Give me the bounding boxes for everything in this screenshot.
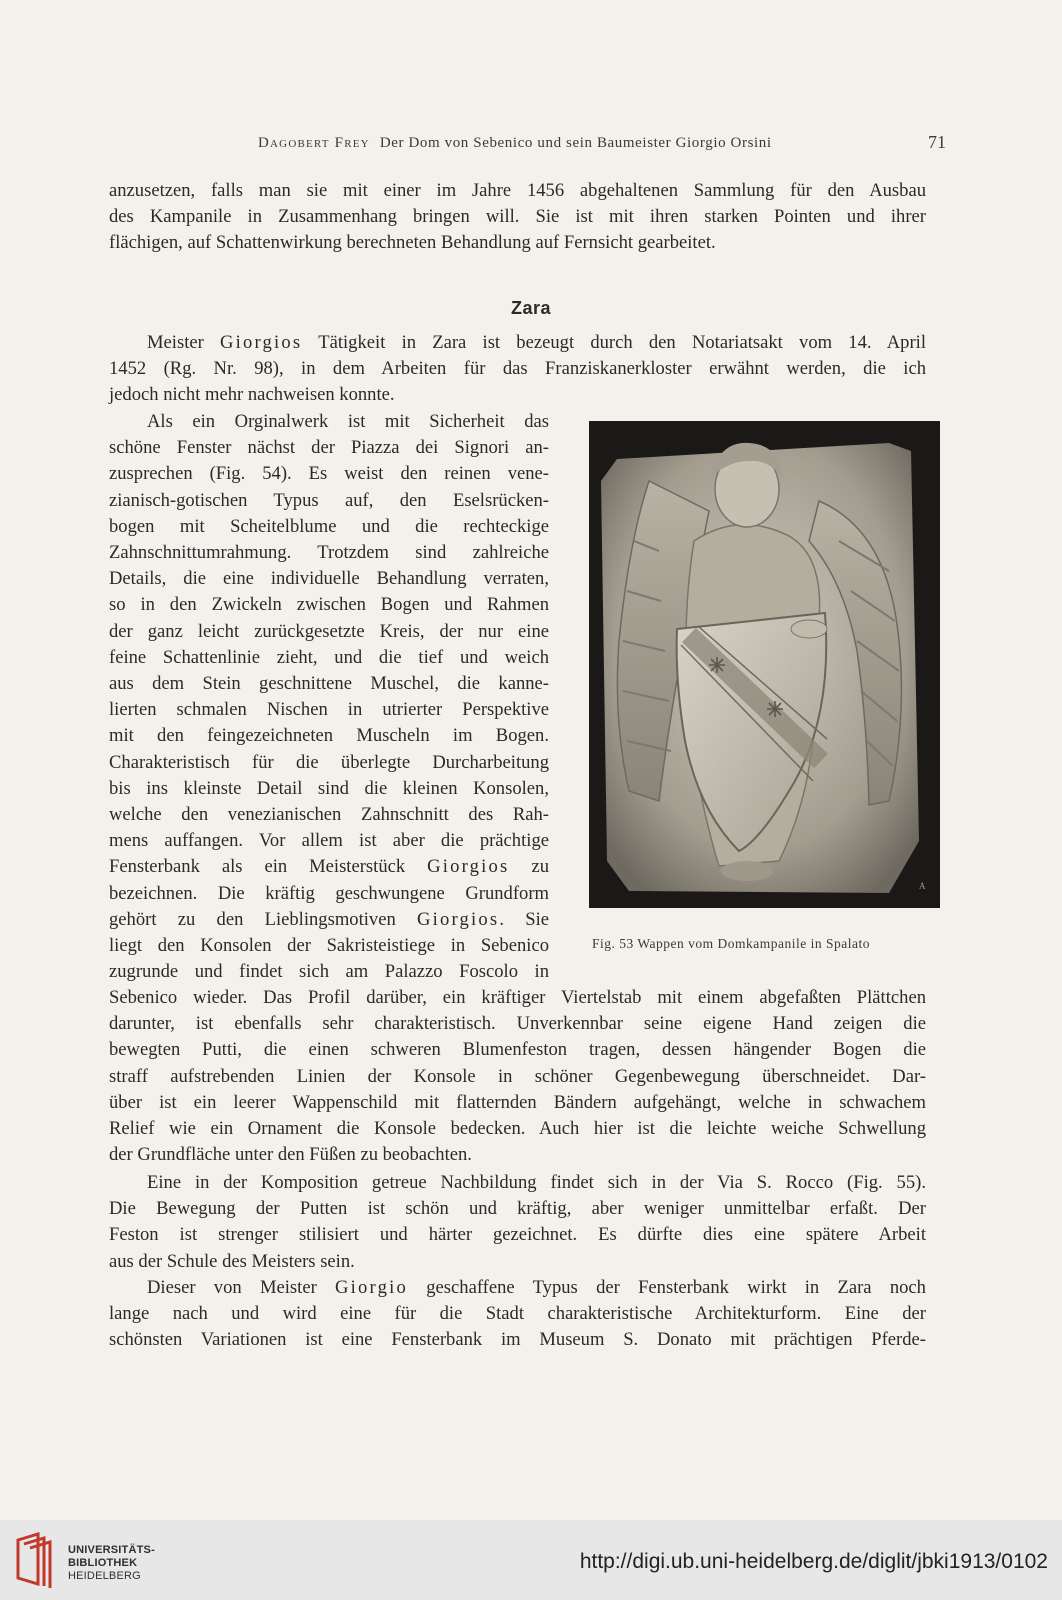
- footer-bar: [0, 1520, 1062, 1600]
- text-line: der ganz leicht zurückgesetzte Kreis, der nur eine: [109, 620, 549, 642]
- text-line: mit den feingezeichneten Muscheln im Bogen.: [109, 725, 549, 747]
- emphasis-name: Giorgios: [417, 908, 500, 930]
- running-head-author: Dagobert Frey: [258, 135, 370, 151]
- text-line: aus dem Stein geschnittene Muschel, die kanne-: [109, 673, 549, 695]
- source-url-link[interactable]: http://digi.ub.uni-heidelberg.de/diglit/jbki1913/0102: [579, 1550, 1048, 1573]
- text-line: Meister Giorgios Tätigkeit in Zara ist bezeugt durch den Notariatsakt vom 14. April: [147, 332, 926, 353]
- library-name: UNIVERSITÄTS- BIBLIOTHEK HEIDELBERG: [68, 1544, 155, 1582]
- text-line: Fensterbank als ein Meisterstück Giorgios zu: [109, 856, 549, 878]
- text-line: bis ins kleinste Detail sind die kleinen Konsolen,: [109, 777, 549, 799]
- text-line: welche den venezianischen Zahnschnitt des Rah-: [109, 804, 549, 826]
- text-line: des Kampanile in Zusammenhang bringen will. Sie ist mit ihren starken Pointen und ihrer: [109, 206, 926, 228]
- paragraph-2-narrow-column: [109, 409, 549, 985]
- paragraph-2-wide-column: [109, 985, 926, 1168]
- text-line: mens auffangen. Vor allem ist aber die prächtige: [109, 830, 549, 852]
- emphasis-name: Giorgio: [335, 1277, 408, 1298]
- text-line: Relief wie ein Ornament die Konsole bedecken. Auch hier ist die leichte weiche Schwellung: [109, 1118, 926, 1140]
- text-line: anzusetzen, falls man sie mit einer im Jahre 1456 abgehaltenen Sammlung für den Ausbau: [109, 180, 926, 201]
- text-line: feine Schattenlinie zieht, und die tief und weich: [109, 646, 549, 668]
- paragraph-1: [109, 330, 926, 409]
- text-line: schöne Fenster nächst der Piazza dei Signori an-: [109, 437, 549, 459]
- text-line: lierten schmalen Nischen in utrierter Perspektive: [109, 699, 549, 721]
- library-logo-icon: [14, 1532, 64, 1593]
- text-line: Sebenico wieder. Das Profil darüber, ein kräftiger Viertelstab mit einem abgefaßten Plättchen: [109, 987, 926, 1008]
- text-line: bezeichnen. Die kräftig geschwungene Grundform: [109, 882, 549, 904]
- text-line: lange nach und wird eine für die Stadt charakteristische Architekturform. Eine der: [109, 1303, 926, 1325]
- running-head: [258, 135, 958, 152]
- text-line: 1452 (Rg. Nr. 98), in dem Arbeiten für das Franziskanerkloster erwähnt werden, die ich: [109, 358, 926, 380]
- paragraph-4: [109, 1275, 926, 1354]
- angel-with-coat-of-arms-relief-icon: [589, 421, 940, 908]
- text-line: bewegten Putti, die einen schweren Blumenfeston tragen, dessen hängender Bogen die: [109, 1039, 926, 1061]
- text-line: zugrunde und findet sich am Palazzo Foscolo in: [109, 961, 549, 983]
- text-line: über ist ein leerer Wappenschild mit flatternden Bändern aufgehängt, welche in schwachem: [109, 1091, 926, 1113]
- text-line: liegt den Konsolen der Sakristeistiege in Sebenico: [109, 935, 549, 957]
- section-heading: Zara: [510, 298, 552, 318]
- text-line: Die Bewegung der Putten ist schön und kräftig, aber weniger unmittelbar erfaßt. Der: [109, 1198, 926, 1220]
- text-line: aus der Schule des Meisters sein.: [109, 1250, 355, 1272]
- text-line: Charakteristisch für die überlegte Durcharbeitung: [109, 751, 549, 773]
- text-line: bogen mit Scheitelblume und die rechteckige: [109, 515, 549, 537]
- text-line: zianisch-gotischen Typus auf, den Eselsrücken-: [109, 489, 549, 511]
- text-line: darunter, ist ebenfalls sehr charakteristisch. Unverkennbar seine eigene Hand zeigen die: [109, 1013, 926, 1035]
- page-number: 71: [928, 132, 946, 152]
- text-line: Zahnschnittumrahmung. Trotzdem sind zahlreiche: [109, 542, 549, 564]
- emphasis-name: Giorgios: [427, 856, 510, 878]
- text-line: Details, die eine individuelle Behandlung verraten,: [109, 568, 549, 590]
- text-line: zusprechen (Fig. 54). Es weist den reinen vene-: [109, 463, 549, 485]
- running-head-title: Der Dom von Sebenico und sein Baumeister Giorgio Orsini: [379, 135, 772, 151]
- text-line: flächigen, auf Schattenwirkung berechneten Behandlung auf Fernsicht gearbeitet.: [109, 232, 716, 254]
- text-line: gehört zu den Lieblingsmotiven Giorgios. Sie: [109, 908, 550, 930]
- text-line: straff aufstrebenden Linien der Konsole in schöner Gegenbewegung überschneidet. Dar-: [109, 1065, 926, 1087]
- text-line: schönsten Variationen ist eine Fensterbank im Museum S. Donato mit prächtigen Pferde-: [109, 1329, 926, 1351]
- text-line: so in den Zwickeln zwischen Bogen und Rahmen: [109, 594, 549, 616]
- text-line: Eine in der Komposition getreue Nachbildung findet sich in der Via S. Rocco (Fig. 55).: [147, 1172, 926, 1193]
- svg-text:A: A: [919, 881, 926, 891]
- emphasis-name: Giorgios: [220, 332, 303, 353]
- text-line: jedoch nicht mehr nachweisen konnte.: [109, 384, 395, 406]
- paragraph-3: [109, 1170, 926, 1275]
- text-line: Als ein Orginalwerk ist mit Sicherheit das: [147, 411, 549, 432]
- figure-image: [589, 421, 940, 908]
- intro-paragraph: [109, 178, 926, 257]
- text-line: Dieser von Meister Giorgio geschaffene Typus der Fensterbank wirkt in Zara noch: [147, 1277, 926, 1298]
- text-line: der Grundfläche unter den Füßen zu beobachten.: [109, 1144, 472, 1166]
- figure-caption: Fig. 53 Wappen vom Domkampanile in Spalato: [592, 936, 871, 951]
- text-line: Feston ist strenger stilisiert und härter gezeichnet. Es dürfte dies eine spätere Arbeit: [109, 1224, 926, 1246]
